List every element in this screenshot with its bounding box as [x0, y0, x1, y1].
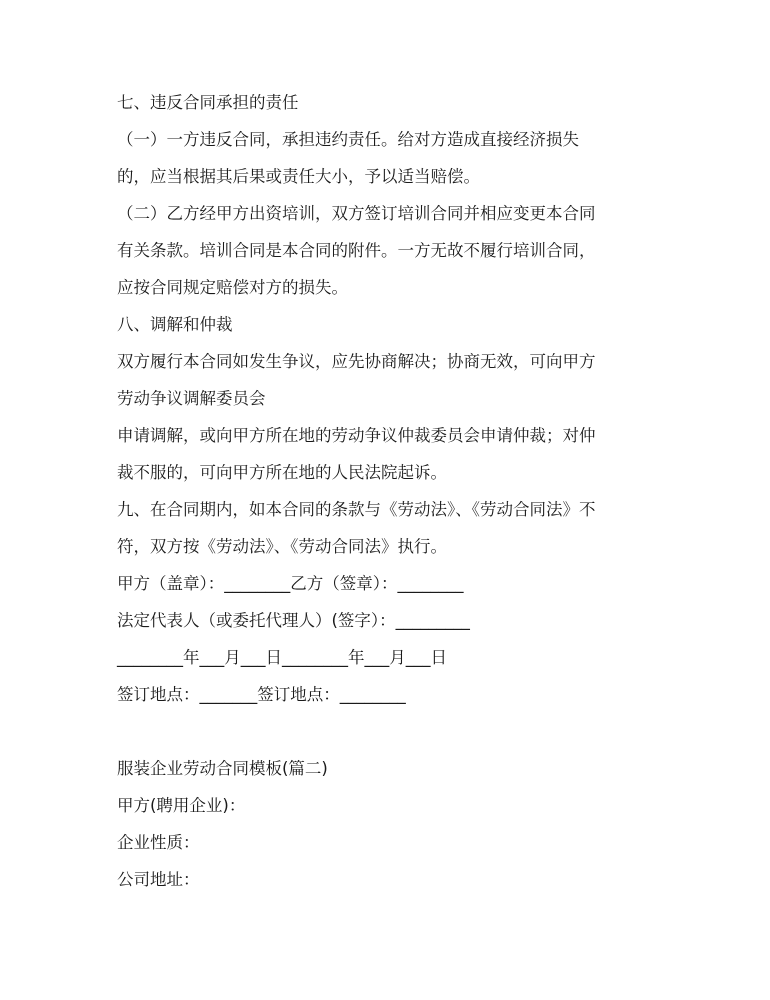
- paragraph-line: 劳动争议调解委员会: [117, 389, 266, 408]
- template-title: 服装企业劳动合同模板(篇二): [117, 759, 328, 778]
- section-spacer: [117, 717, 657, 754]
- signature-line-representative: 法定代表人（或委托代理人）(签字）：_________: [117, 611, 470, 630]
- paragraph-line: 应按合同规定赔偿对方的损失。: [117, 278, 348, 297]
- document-body: [117, 88, 657, 902]
- paragraph-line: 双方履行本合同如发生争议，应先协商解决；协商无效，可向甲方: [117, 352, 596, 371]
- field-label-party-a: 甲方(聘用企业)：: [117, 796, 246, 815]
- paragraph-line: 的，应当根据其后果或责任大小，予以适当赔偿。: [117, 167, 480, 186]
- signature-line-date: ________年___月___日________年___月___日: [117, 648, 447, 667]
- field-label-company-address: 公司地址：: [117, 870, 200, 889]
- signature-line-location: 签订地点：_______签订地点：________: [117, 685, 406, 704]
- section-heading-7: 七、违反合同承担的责任: [117, 93, 299, 112]
- signature-line-parties: 甲方（盖章）：________乙方（签章）：________: [117, 574, 464, 593]
- paragraph-line: 裁不服的，可向甲方所在地的人民法院起诉。: [117, 463, 447, 482]
- paragraph-line: （二）乙方经甲方出资培训，双方签订培训合同并相应变更本合同: [117, 204, 596, 223]
- field-label-enterprise-nature: 企业性质：: [117, 833, 200, 852]
- section-heading-8: 八、调解和仲裁: [117, 315, 233, 334]
- paragraph-line: （一）一方违反合同，承担违约责任。给对方造成直接经济损失: [117, 130, 579, 149]
- paragraph-line: 申请调解，或向甲方所在地的劳动争议仲裁委员会申请仲裁；对仲: [117, 426, 596, 445]
- paragraph-line: 有关条款。培训合同是本合同的附件。一方无故不履行培训合同，: [117, 241, 596, 260]
- paragraph-line: 符，双方按《劳动法》、《劳动合同法》执行。: [117, 537, 447, 556]
- section-heading-9: 九、在合同期内，如本合同的条款与《劳动法》、《劳动合同法》不: [117, 500, 596, 519]
